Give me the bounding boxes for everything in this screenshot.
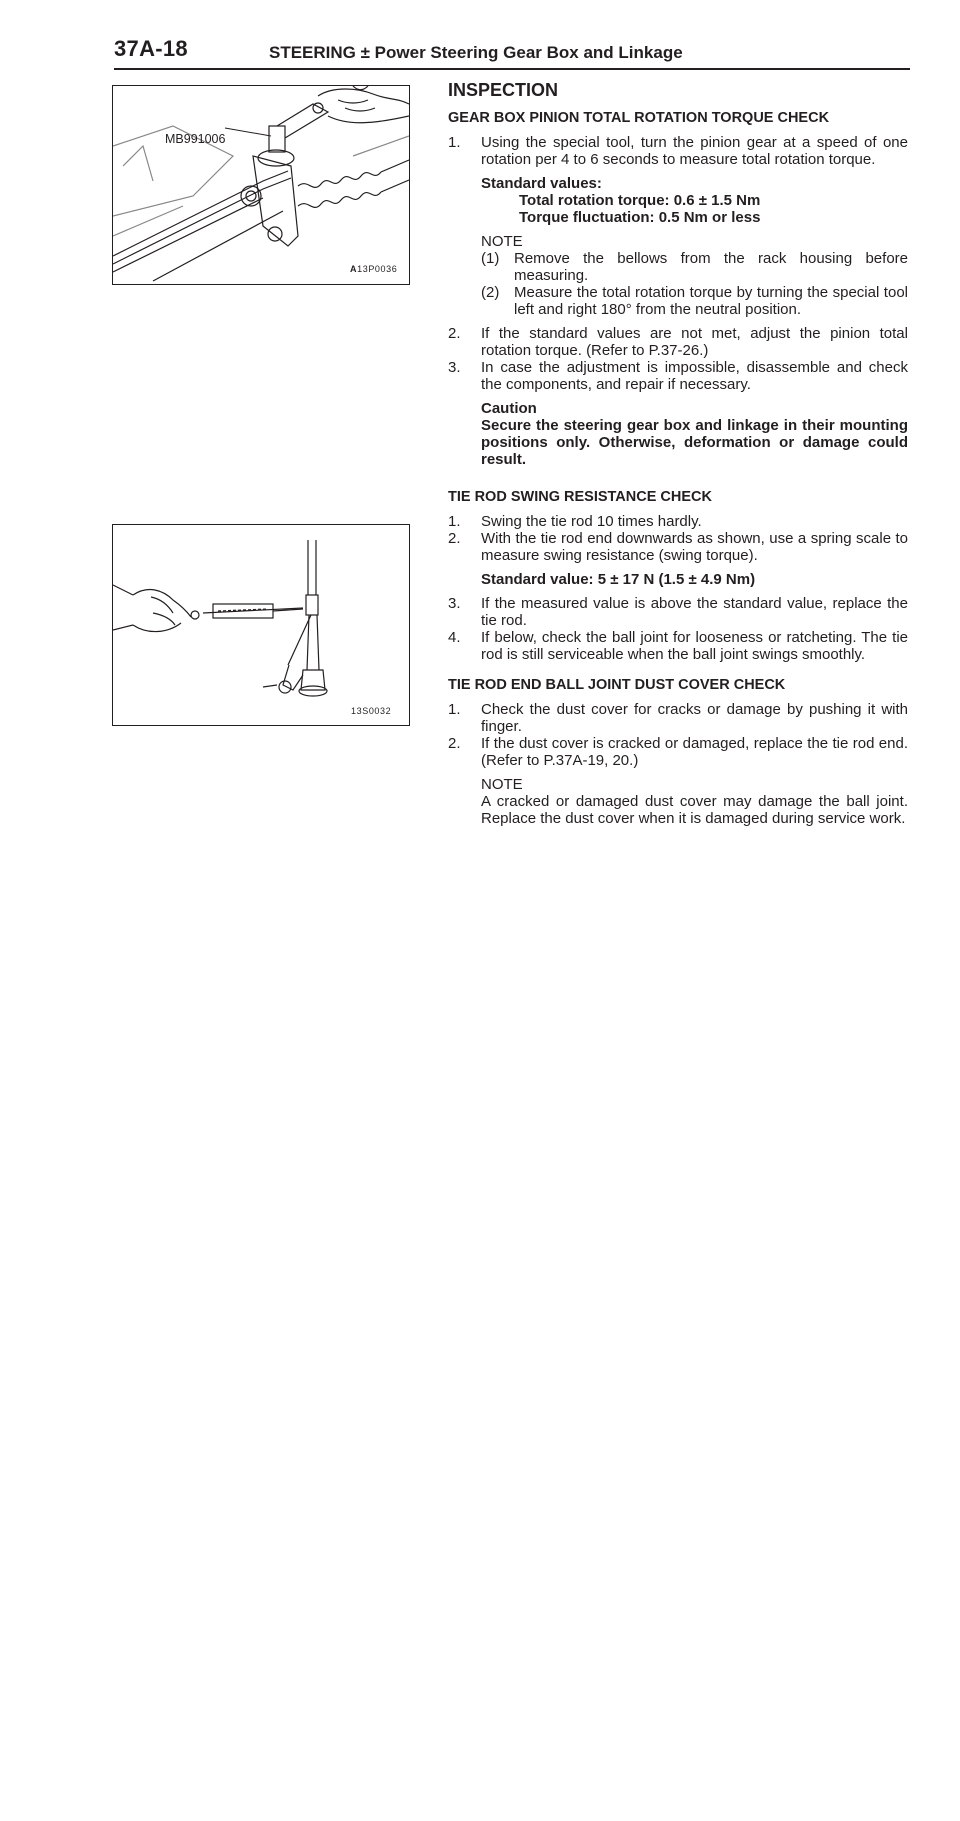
note-item (481, 250, 908, 284)
step-number: 2. (448, 735, 461, 752)
step-text: If the dust cover is cracked or damaged, replace the tie rod end. (Refer to P.37A-19, 20.) (481, 735, 908, 769)
figure-tie-rod-swing (112, 524, 410, 726)
note-text: Remove the bellows from the rack housing before measuring. (514, 250, 908, 284)
tool-part-number: MB991006 (165, 132, 226, 146)
figure-id-code: 13P0036 (357, 264, 398, 274)
note-label: NOTE (481, 776, 523, 793)
figure-id (350, 264, 397, 274)
caution-label: Caution (481, 400, 537, 417)
step-text: In case the adjustment is impossible, disassemble and check the components, and repair if necessary. (481, 359, 908, 393)
page-number: 37A-18 (114, 36, 188, 61)
inspection-content (448, 82, 908, 834)
note-block (448, 776, 908, 827)
figure-id-prefix: A (350, 264, 358, 274)
list-item (448, 701, 908, 735)
step-number: 1. (448, 134, 461, 151)
list-item (448, 134, 908, 168)
page-header (114, 36, 910, 70)
list-item (448, 629, 908, 663)
page-title: STEERING ± Power Steering Gear Box and Linkage (269, 43, 683, 62)
note-number: (1) (481, 250, 500, 267)
subheading-gear-box: GEAR BOX PINION TOTAL ROTATION TORQUE CHECK (448, 110, 830, 126)
note-text: A cracked or damaged dust cover may damage the ball joint. Replace the dust cover when it is damaged during service work. (481, 793, 908, 827)
standard-values-label: Standard values: (481, 175, 602, 192)
list-item (448, 359, 908, 393)
note-block (448, 233, 908, 318)
note-label: NOTE (481, 233, 523, 250)
caution-block (448, 400, 908, 468)
subheading-dust-cover: TIE ROD END BALL JOINT DUST COVER CHECK (448, 677, 786, 693)
list-item (448, 325, 908, 359)
step-text: Swing the tie rod 10 times hardly. (481, 513, 702, 530)
figure-gear-box-tool (112, 85, 410, 285)
gear-box-illustration (113, 86, 409, 284)
list-item (448, 735, 908, 769)
note-number: (2) (481, 284, 500, 301)
step-text: If the standard values are not met, adjust the pinion total rotation torque. (Refer to P.37-26.) (481, 325, 908, 359)
step-number: 1. (448, 513, 461, 530)
step-number: 2. (448, 325, 461, 342)
list-item (448, 513, 908, 530)
step-text: Check the dust cover for cracks or damage by pushing it with finger. (481, 701, 908, 735)
subheading-tie-rod-swing: TIE ROD SWING RESISTANCE CHECK (448, 489, 712, 505)
standard-value: Standard value: 5 ± 17 N (1.5 ± 4.9 Nm) (481, 571, 756, 588)
standard-values-block (448, 175, 908, 226)
note-text: Measure the total rotation torque by turning the special tool left and right 180° from the neutral position. (514, 284, 908, 318)
step-text: If the measured value is above the standard value, replace the tie rod. (481, 595, 908, 629)
step-number: 2. (448, 530, 461, 547)
header-rule (114, 68, 910, 70)
standard-value: Total rotation torque: 0.6 ± 1.5 Nm (519, 192, 761, 209)
figure-id: 13S0032 (351, 706, 392, 716)
step-text: With the tie rod end downwards as shown, use a spring scale to measure swing resistance (swing torque). (481, 530, 908, 564)
tie-rod-illustration (113, 525, 409, 725)
caution-text: Secure the steering gear box and linkage in their mounting positions only. Otherwise, deformation or damage could result. (481, 417, 908, 468)
step-text: If below, check the ball joint for looseness or ratcheting. The tie rod is still serviceable when the ball joint swings smoothly. (481, 629, 908, 663)
step-number: 1. (448, 701, 461, 718)
section-heading-inspection: INSPECTION (448, 80, 559, 100)
list-item (448, 595, 908, 629)
step-number: 3. (448, 359, 461, 376)
step-number: 3. (448, 595, 461, 612)
note-item (481, 284, 908, 318)
step-number: 4. (448, 629, 461, 646)
step-text: Using the special tool, turn the pinion gear at a speed of one rotation per 4 to 6 seconds to measure total rotation torque. (481, 134, 908, 168)
list-item (448, 530, 908, 564)
standard-value: Torque fluctuation: 0.5 Nm or less (519, 209, 761, 226)
